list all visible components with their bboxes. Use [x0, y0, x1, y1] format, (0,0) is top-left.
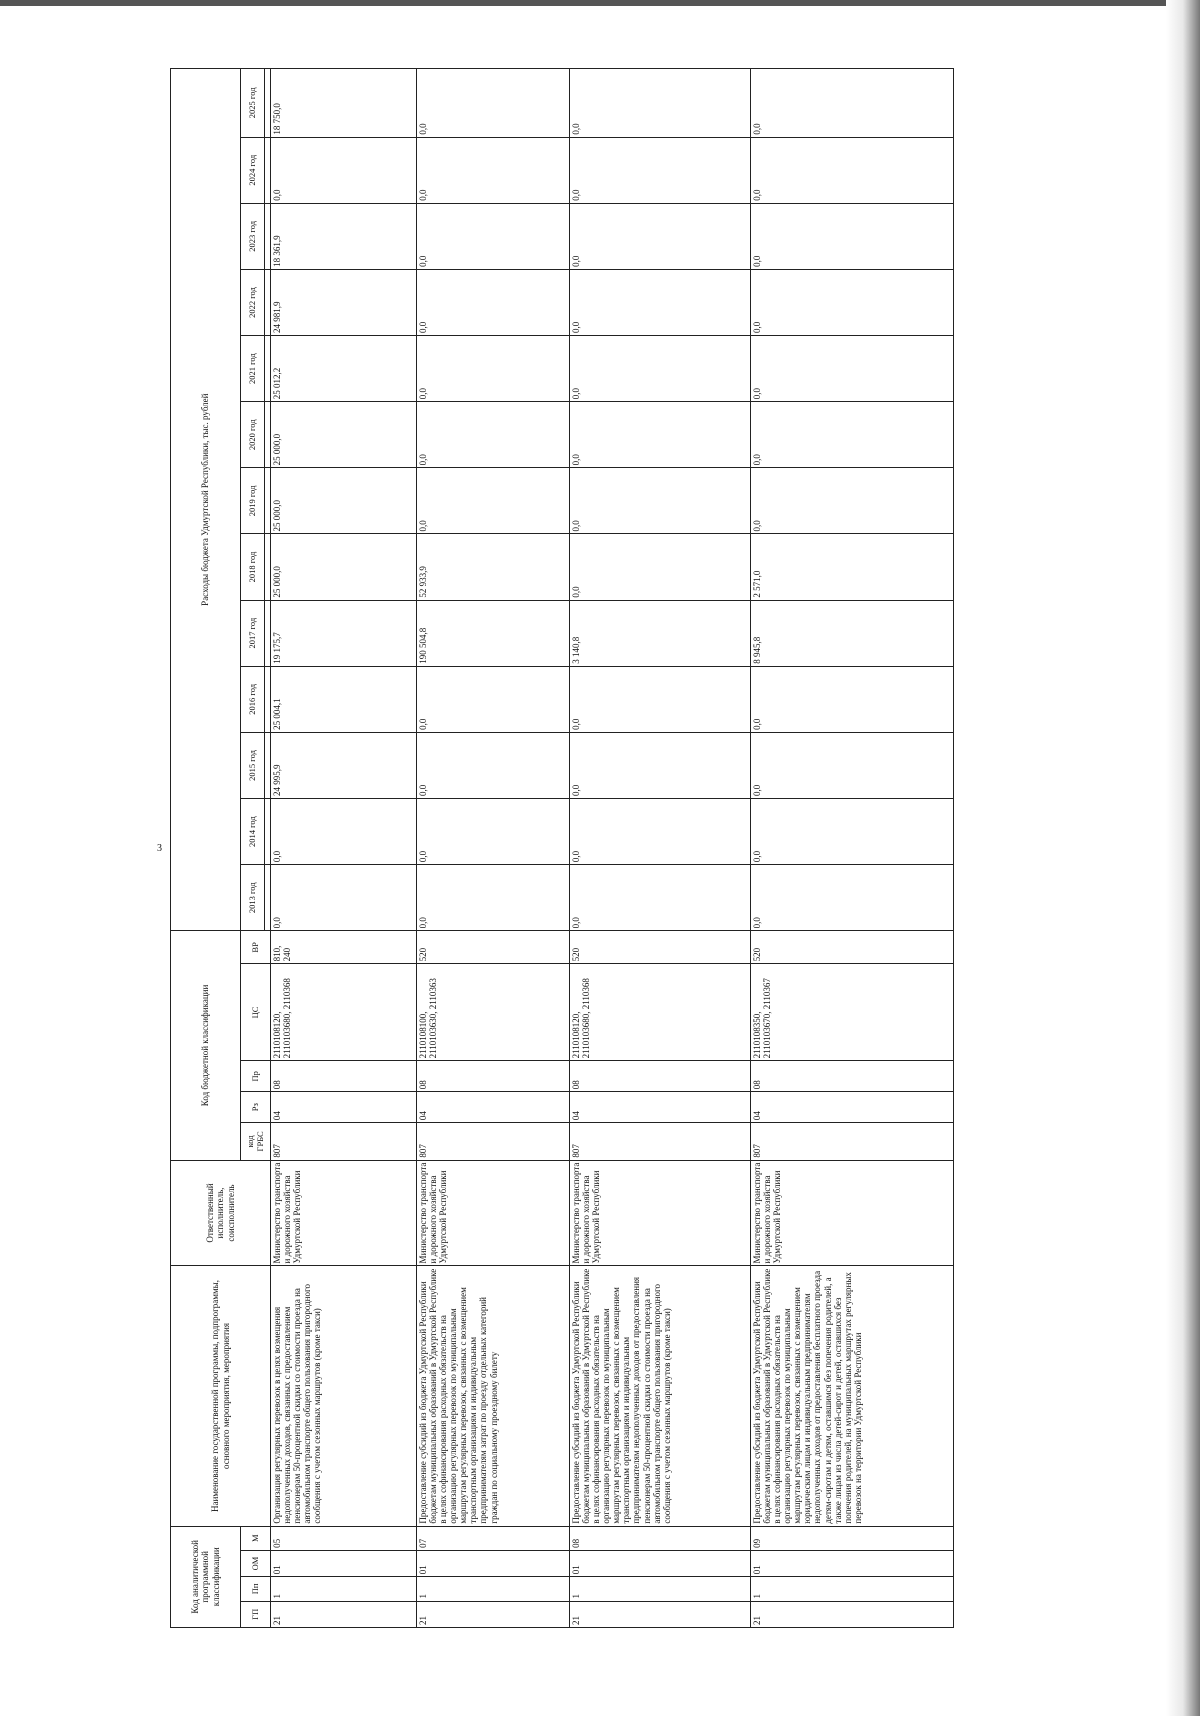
header-rz: Рз [241, 1092, 271, 1123]
cell-name: Организация регулярных перевозок в целях возмещения недополученных доходов, связанных с предоставлением пенсионерам 50-процентной скидки со стоимости проезда на автомобильном транспорте общего пользования пригородного сообщения с учетом сезонных маршрутов (кроме такси) [271, 1266, 417, 1526]
header-m: М [241, 1526, 271, 1550]
cell-expense-value: 25 000,0 [271, 534, 417, 600]
header-executor: Ответственный исполнитель, соисполнитель [171, 1160, 271, 1266]
cell-cs: 2110108350, 2110103670, 2110367 [751, 964, 954, 1061]
cell-rz: 04 [751, 1092, 954, 1123]
cell-expense-value: 0,0 [570, 203, 751, 269]
cell-expense-value: 0,0 [751, 69, 954, 138]
cell-expense-value: 19 175,7 [271, 600, 417, 666]
cell-expense-value: 0,0 [417, 799, 570, 865]
cell-expense-value: 0,0 [570, 799, 751, 865]
cell-expense-value: 0,0 [751, 402, 954, 468]
cell-expense-value: 2 571,0 [751, 534, 954, 600]
header-analytic-code: Код аналитической программной классификации [171, 1526, 241, 1627]
cell-expense-value: 25 000,0 [271, 468, 417, 534]
header-year: 2025 год [241, 69, 265, 138]
header-year: 2020 год [241, 402, 265, 468]
cell-rz: 04 [417, 1092, 570, 1123]
budget-table-sheet [170, 68, 930, 1628]
page-number: 3 [157, 843, 162, 854]
cell-expense-value: 52 933,9 [417, 534, 570, 600]
cell-expense-value: 0,0 [417, 732, 570, 798]
cell-executor: Министерство транспорта и дорожного хозяйства Удмуртской Республики [271, 1160, 417, 1266]
header-year: 2013 год [241, 865, 265, 931]
cell-expense-value: 0,0 [570, 666, 751, 732]
header-gp: ГП [241, 1601, 271, 1627]
cell-expense-value: 25 000,0 [271, 402, 417, 468]
header-year: 2024 год [241, 137, 265, 203]
cell-pr: 08 [751, 1061, 954, 1092]
cell-expense-value: 0,0 [751, 468, 954, 534]
cell-expense-value: 0,0 [570, 69, 751, 138]
cell-expense-value: 0,0 [751, 203, 954, 269]
cell-expense-value: 0,0 [570, 468, 751, 534]
cell-expense-value: 0,0 [751, 336, 954, 402]
cell-expense-value: 0,0 [570, 269, 751, 335]
table-row [417, 69, 570, 1628]
header-budget-code: Код бюджетной классификации [171, 931, 241, 1160]
cell-pp: 1 [417, 1577, 570, 1601]
cell-expense-value: 0,0 [751, 269, 954, 335]
cell-grbs: 807 [417, 1123, 570, 1160]
cell-expense-value: 24 995,9 [271, 732, 417, 798]
cell-expense-value: 24 981,9 [271, 269, 417, 335]
cell-m: 05 [271, 1526, 417, 1550]
cell-pr: 08 [417, 1061, 570, 1092]
cell-pp: 1 [271, 1577, 417, 1601]
header-year: 2017 год [241, 600, 265, 666]
cell-expense-value: 0,0 [271, 137, 417, 203]
scan-top-edge [0, 0, 1200, 6]
cell-expense-value: 0,0 [417, 69, 570, 138]
header-year: 2014 год [241, 799, 265, 865]
cell-executor: Министерство транспорта и дорожного хозяйства Удмуртской Республики [417, 1160, 570, 1266]
cell-expense-value: 0,0 [271, 799, 417, 865]
table-row [570, 69, 751, 1628]
table-row [751, 69, 954, 1628]
cell-expense-value: 3 140,8 [570, 600, 751, 666]
cell-grbs: 807 [271, 1123, 417, 1160]
header-year: 2021 год [241, 336, 265, 402]
cell-expense-value: 0,0 [751, 137, 954, 203]
cell-expense-value: 0,0 [417, 402, 570, 468]
cell-expense-value: 0,0 [417, 269, 570, 335]
cell-cs: 2110108120, 2110103680, 2110368 [570, 964, 751, 1061]
cell-expense-value: 0,0 [751, 666, 954, 732]
cell-vr: 520 [570, 931, 751, 964]
cell-gp: 21 [271, 1601, 417, 1627]
cell-cs: 2110108120, 2110103680, 2110368 [271, 964, 417, 1061]
cell-expense-value: 0,0 [751, 865, 954, 931]
cell-m: 08 [570, 1526, 751, 1550]
cell-expense-value: 0,0 [570, 865, 751, 931]
cell-name: Предоставление субсидий из бюджета Удмуртской Республики бюджетам муниципальных образований в Удмуртской Республике в целях софинансирования расходных обязательств на организацию регулярных перевозок по муниципальным маршрутам регулярных перевозок, связанных с возмещением юридическим лицам и индивидуальным предпринимателям недополученных доходов от предоставления бесплатного проезда детям-сиротам и детям, оставшимся без попечения родителей, а также лицам из числа детей-сирот и детей, оставшихся без попечения родителей, на муниципальных маршрутах регулярных перевозок на территории Удмуртской Республики [751, 1266, 954, 1526]
cell-expense-value: 25 004,1 [271, 666, 417, 732]
cell-expense-value: 0,0 [570, 402, 751, 468]
cell-cs: 2110108100, 2110103630, 2110363 [417, 964, 570, 1061]
cell-pr: 08 [271, 1061, 417, 1092]
header-year: 2015 год [241, 732, 265, 798]
header-year: 2019 год [241, 468, 265, 534]
cell-expense-value: 0,0 [271, 865, 417, 931]
cell-executor: Министерство транспорта и дорожного хозяйства Удмуртской Республики [751, 1160, 954, 1266]
header-year: 2023 год [241, 203, 265, 269]
cell-name: Предоставление субсидий из бюджета Удмуртской Республики бюджетам муниципальных образований в Удмуртской Республике в целях софинансирования расходных обязательств на организацию регулярных перевозок по муниципальным маршрутам регулярных перевозок, связанных с возмещением транспортным организациям и индивидуальным предпринимателям затрат по проезду отдельных категорий граждан по социальному проездному билету [417, 1266, 570, 1526]
cell-expense-value: 0,0 [570, 534, 751, 600]
cell-om: 01 [751, 1550, 954, 1576]
cell-grbs: 807 [570, 1123, 751, 1160]
cell-expense-value: 0,0 [417, 137, 570, 203]
cell-gp: 21 [570, 1601, 751, 1627]
cell-vr: 810, 240 [271, 931, 417, 964]
header-year: 2018 год [241, 534, 265, 600]
header-grbs: код ГРБС [241, 1123, 271, 1160]
header-year: 2022 год [241, 269, 265, 335]
budget-table [170, 68, 954, 1628]
cell-name: Предоставление субсидий из бюджета Удмуртской Республики бюджетам муниципальных образований в Удмуртской Республике в целях софинансирования расходных обязательств на организацию регулярных перевозок по муниципальным маршрутам регулярных перевозок, связанных с возмещением транспортным организациям и индивидуальным предпринимателям недополученных доходов от предоставления пенсионерам 50-процентной скидки со стоимости проезда на автомобильном транспорте общего пользования пригородного сообщения с учетом сезонных маршрутов (кроме такси) [570, 1266, 751, 1526]
cell-m: 07 [417, 1526, 570, 1550]
header-year: 2016 год [241, 666, 265, 732]
cell-om: 01 [417, 1550, 570, 1576]
scan-right-edge [1166, 0, 1200, 1716]
header-vr: ВР [241, 931, 271, 964]
table-row [271, 69, 417, 1628]
header-expenses: Расходы бюджета Удмуртской Республики, тыс. рублей [171, 69, 241, 931]
cell-expense-value: 18 361,9 [271, 203, 417, 269]
cell-rz: 04 [271, 1092, 417, 1123]
cell-expense-value: 18 750,0 [271, 69, 417, 138]
cell-executor: Министерство транспорта и дорожного хозяйства Удмуртской Республики [570, 1160, 751, 1266]
header-name: Наименование государственной программы, подпрограммы, основного мероприятия, мероприятия [171, 1266, 271, 1526]
cell-expense-value: 190 504,8 [417, 600, 570, 666]
cell-expense-value: 0,0 [417, 336, 570, 402]
cell-pr: 08 [570, 1061, 751, 1092]
cell-expense-value: 0,0 [570, 732, 751, 798]
header-pp: Пп [241, 1577, 271, 1601]
cell-om: 01 [271, 1550, 417, 1576]
cell-expense-value: 0,0 [751, 799, 954, 865]
cell-expense-value: 0,0 [417, 666, 570, 732]
cell-vr: 520 [751, 931, 954, 964]
cell-gp: 21 [751, 1601, 954, 1627]
cell-m: 09 [751, 1526, 954, 1550]
cell-expense-value: 0,0 [417, 203, 570, 269]
header-pr: Пр [241, 1061, 271, 1092]
header-om: ОМ [241, 1550, 271, 1576]
cell-expense-value: 0,0 [417, 865, 570, 931]
cell-gp: 21 [417, 1601, 570, 1627]
cell-expense-value: 0,0 [417, 468, 570, 534]
cell-rz: 04 [570, 1092, 751, 1123]
cell-pp: 1 [751, 1577, 954, 1601]
cell-expense-value: 25 012,2 [271, 336, 417, 402]
cell-expense-value: 0,0 [570, 137, 751, 203]
cell-expense-value: 0,0 [751, 732, 954, 798]
cell-expense-value: 0,0 [570, 336, 751, 402]
header-cs: ЦС [241, 964, 271, 1061]
cell-expense-value: 8 945,8 [751, 600, 954, 666]
cell-vr: 520 [417, 931, 570, 964]
cell-pp: 1 [570, 1577, 751, 1601]
cell-grbs: 807 [751, 1123, 954, 1160]
cell-om: 01 [570, 1550, 751, 1576]
